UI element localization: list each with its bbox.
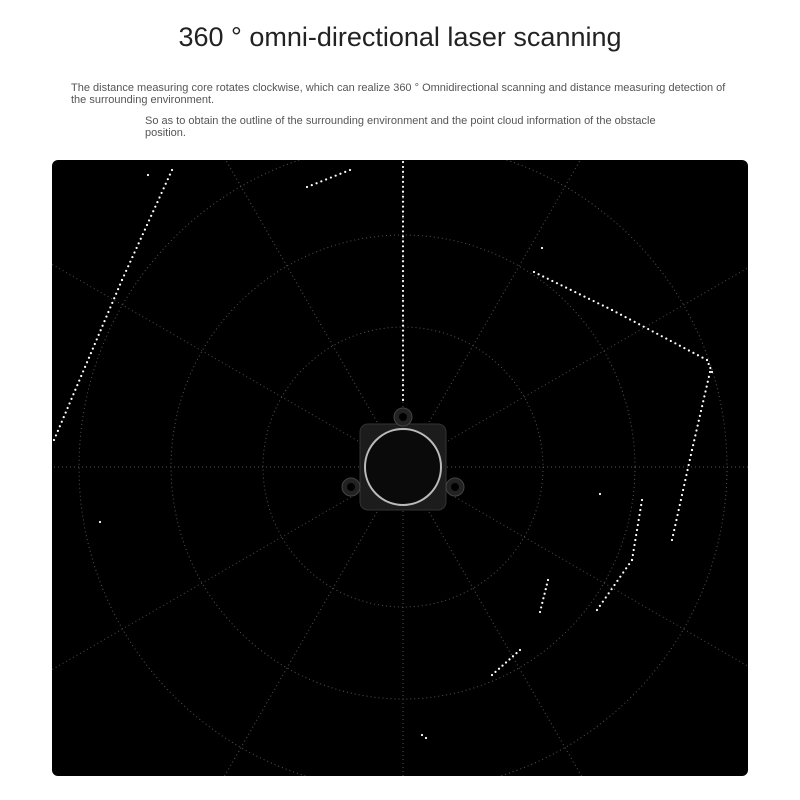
scan-point (402, 315, 404, 317)
scan-point (402, 230, 404, 232)
scan-point (402, 379, 404, 381)
scan-point (537, 273, 539, 275)
scan-point (638, 519, 640, 521)
scan-point (599, 605, 601, 607)
scan-point (670, 340, 672, 342)
scan-point (602, 601, 604, 603)
scan-point (622, 571, 624, 573)
scan-point (306, 186, 308, 188)
radial-line (403, 467, 748, 666)
scan-point (402, 255, 404, 257)
scan-point (689, 459, 691, 461)
scan-point (92, 347, 94, 349)
scan-point (339, 173, 341, 175)
scan-point (107, 311, 109, 313)
scan-point (615, 311, 617, 313)
scan-point (76, 384, 78, 386)
radial-line (52, 264, 403, 467)
scan-point (402, 220, 404, 222)
scan-point (167, 178, 169, 180)
scan-point (678, 509, 680, 511)
scan-point (402, 300, 404, 302)
scan-point (402, 310, 404, 312)
scan-point (640, 504, 642, 506)
scan-point (402, 285, 404, 287)
scan-point (635, 534, 637, 536)
scan-point (402, 344, 404, 346)
scan-point (700, 410, 702, 412)
scan-point (596, 609, 598, 611)
scan-point (171, 169, 173, 171)
scan-point (402, 334, 404, 336)
scan-point (679, 345, 681, 347)
scan-point (702, 400, 704, 402)
radial-line (52, 467, 403, 670)
scan-point (402, 245, 404, 247)
scan-point (105, 315, 107, 317)
scan-point (402, 349, 404, 351)
scan-point (613, 584, 615, 586)
scan-point (632, 554, 634, 556)
scan-point (629, 318, 631, 320)
scan-point (610, 588, 612, 590)
scan-point (402, 354, 404, 356)
scan-point (638, 514, 640, 516)
scan-point (597, 302, 599, 304)
scan-point (127, 265, 129, 267)
scan-point (672, 534, 674, 536)
scan-point (551, 280, 553, 282)
scan-point (680, 499, 682, 501)
scan-point (80, 375, 82, 377)
scan-point (634, 539, 636, 541)
scan-point (70, 398, 72, 400)
scan-point (611, 309, 613, 311)
scan-point (129, 261, 131, 263)
scan-point (684, 479, 686, 481)
scan-point (119, 283, 121, 285)
scan-point (402, 181, 404, 183)
scan-point (402, 369, 404, 371)
scan-point (86, 361, 88, 363)
scan-point (701, 357, 703, 359)
scan-point (402, 176, 404, 178)
scan-point (330, 176, 332, 178)
scan-point (82, 370, 84, 372)
scan-point (709, 367, 711, 369)
scan-point (88, 357, 90, 359)
scan-point (661, 335, 663, 337)
scan-point (421, 734, 423, 736)
scan-point (706, 386, 708, 388)
lidar-rotor (365, 429, 441, 505)
scan-point (65, 411, 67, 413)
scan-point (701, 405, 703, 407)
scan-point (402, 240, 404, 242)
scan-point (402, 359, 404, 361)
scan-point (519, 649, 521, 651)
scan-point (135, 247, 137, 249)
mount-hole (451, 483, 459, 491)
scan-point (501, 665, 503, 667)
description-text-secondary: So as to obtain the outline of the surrounding environment and the point cloud information of the obstacle position. (145, 115, 656, 139)
scan-point (59, 425, 61, 427)
scan-point (144, 228, 146, 230)
scan-point (491, 674, 493, 676)
scan-point (148, 219, 150, 221)
scan-point (63, 416, 65, 418)
scan-point (402, 265, 404, 267)
scan-point (533, 271, 535, 273)
page-title: 360 ° omni-directional laser scanning (178, 22, 622, 52)
scan-point (160, 192, 162, 194)
scan-point (674, 342, 676, 344)
scan-point (311, 184, 313, 186)
scan-point (158, 196, 160, 198)
scan-point (103, 320, 105, 322)
scan-point (131, 256, 133, 258)
scan-point (708, 363, 710, 365)
scan-point (692, 444, 694, 446)
scan-point (74, 389, 76, 391)
scan-point (133, 251, 135, 253)
scan-point (631, 559, 633, 561)
scan-point (619, 576, 621, 578)
scan-point (579, 293, 581, 295)
scan-point (693, 439, 695, 441)
scan-point (588, 298, 590, 300)
scan-point (628, 563, 630, 565)
scan-point (593, 300, 595, 302)
scan-point (676, 514, 678, 516)
scan-point (637, 524, 639, 526)
scan-point (683, 484, 685, 486)
scan-point (638, 323, 640, 325)
scan-point (541, 602, 543, 604)
scan-point (605, 596, 607, 598)
scan-point (691, 449, 693, 451)
scan-point (675, 519, 677, 521)
scan-point (402, 186, 404, 188)
scan-point (402, 171, 404, 173)
scan-point (560, 284, 562, 286)
radial-line (226, 160, 403, 467)
scan-point (583, 295, 585, 297)
scan-point (570, 289, 572, 291)
scan-point (402, 384, 404, 386)
scan-point (402, 235, 404, 237)
scan-point (508, 658, 510, 660)
scan-point (325, 178, 327, 180)
scan-point (121, 279, 123, 281)
scan-point (494, 671, 496, 673)
scan-point (633, 549, 635, 551)
scan-point (698, 420, 700, 422)
scan-point (697, 425, 699, 427)
scan-point (540, 606, 542, 608)
scan-point (402, 215, 404, 217)
scan-point (72, 393, 74, 395)
scan-point (90, 352, 92, 354)
scan-point (344, 171, 346, 173)
scan-point (320, 180, 322, 182)
scan-point (547, 278, 549, 280)
scan-point (602, 304, 604, 306)
scan-point (636, 529, 638, 531)
scan-point (539, 611, 541, 613)
scan-point (674, 524, 676, 526)
scan-point (101, 325, 103, 327)
scan-point (694, 434, 696, 436)
scan-point (402, 389, 404, 391)
scan-point (599, 493, 601, 495)
scan-point (402, 270, 404, 272)
scan-point (115, 293, 117, 295)
scan-point (505, 661, 507, 663)
scan-point (633, 544, 635, 546)
scan-point (703, 395, 705, 397)
scan-point (625, 567, 627, 569)
scan-point (656, 333, 658, 335)
scan-point (138, 242, 140, 244)
scan-point (156, 201, 158, 203)
scan-point (546, 583, 548, 585)
scan-point (402, 325, 404, 327)
scan-point (652, 330, 654, 332)
scan-point (402, 196, 404, 198)
scan-point (690, 454, 692, 456)
scan-point (402, 290, 404, 292)
scan-point (641, 499, 643, 501)
scan-point (163, 187, 165, 189)
scan-point (402, 364, 404, 366)
scan-point (541, 247, 543, 249)
scan-point (169, 173, 171, 175)
scan-point (98, 334, 100, 336)
scan-point (574, 291, 576, 293)
scan-point (315, 182, 317, 184)
scan-point (695, 429, 697, 431)
scan-point (402, 275, 404, 277)
scan-point (688, 349, 690, 351)
scan-point (634, 321, 636, 323)
scan-point (425, 737, 427, 739)
scan-point (402, 329, 404, 331)
scan-point (402, 250, 404, 252)
scan-point (512, 655, 514, 657)
mount-hole (399, 413, 407, 421)
scan-point (707, 381, 709, 383)
description-text: The distance measuring core rotates clockwise, which can realize 360 ° Omnidirectional scanning and distance measuring detection of the surrounding environment. (71, 82, 726, 106)
scan-point (150, 215, 152, 217)
radial-line (403, 467, 581, 776)
scan-point (125, 270, 127, 272)
scan-point (639, 509, 641, 511)
radial-line (403, 160, 580, 467)
scan-point (709, 371, 711, 373)
scan-point (402, 399, 404, 401)
scan-point (498, 668, 500, 670)
scan-point (402, 320, 404, 322)
scan-point (711, 371, 713, 373)
scan-point (673, 529, 675, 531)
scan-point (67, 407, 69, 409)
scan-point (55, 434, 57, 436)
scan-point (683, 347, 685, 349)
scan-point (94, 343, 96, 345)
scan-point (682, 489, 684, 491)
scan-point (402, 374, 404, 376)
scan-point (606, 307, 608, 309)
scan-point (556, 282, 558, 284)
scan-point (686, 469, 688, 471)
scan-point (402, 206, 404, 208)
scan-point (543, 593, 545, 595)
scan-point (402, 161, 404, 163)
scan-point (402, 225, 404, 227)
radar-grid (52, 160, 748, 776)
scan-point (402, 295, 404, 297)
scan-point (671, 539, 673, 541)
scan-point (140, 238, 142, 240)
scan-point (68, 402, 70, 404)
scan-point (402, 339, 404, 341)
scan-point (708, 376, 710, 378)
scan-point (402, 394, 404, 396)
scan-point (402, 305, 404, 307)
scan-point (100, 329, 102, 331)
scan-point (96, 338, 98, 340)
scan-point (665, 337, 667, 339)
scan-point (402, 191, 404, 193)
lidar-scan-visual (52, 160, 748, 776)
scan-point (697, 354, 699, 356)
scan-point (349, 169, 351, 171)
mount-hole (347, 483, 355, 491)
scan-point (706, 359, 708, 361)
scan-point (643, 326, 645, 328)
scan-point (620, 314, 622, 316)
scan-point (647, 328, 649, 330)
scan-point (402, 201, 404, 203)
scan-point (679, 504, 681, 506)
scan-point (692, 352, 694, 354)
scan-point (117, 288, 119, 290)
scan-point (152, 210, 154, 212)
scan-point (335, 175, 337, 177)
scan-point (547, 579, 549, 581)
scan-point (147, 174, 149, 176)
scan-point (99, 521, 101, 523)
scan-point (608, 592, 610, 594)
scan-point (113, 297, 115, 299)
scan-point (402, 210, 404, 212)
scan-point (61, 421, 63, 423)
scan-point (542, 597, 544, 599)
scan-point (688, 464, 690, 466)
scan-point (402, 260, 404, 262)
scan-point (704, 390, 706, 392)
scan-point (154, 206, 156, 208)
scan-point (616, 580, 618, 582)
scan-point (565, 287, 567, 289)
scan-point (402, 280, 404, 282)
scan-point (78, 379, 80, 381)
scan-point (111, 302, 113, 304)
scan-point (142, 233, 144, 235)
scan-point (109, 306, 111, 308)
scan-point (542, 275, 544, 277)
scan-point (699, 415, 701, 417)
scan-point (165, 183, 167, 185)
scan-point (515, 652, 517, 654)
scan-point (123, 274, 125, 276)
scan-point (681, 494, 683, 496)
scan-point (402, 166, 404, 168)
scan-point (685, 474, 687, 476)
scan-point (84, 366, 86, 368)
radial-line (225, 467, 403, 776)
scan-point (57, 430, 59, 432)
scan-point (53, 439, 55, 441)
scan-point (146, 224, 148, 226)
radial-line (403, 268, 748, 467)
scan-point (624, 316, 626, 318)
scan-point (545, 588, 547, 590)
